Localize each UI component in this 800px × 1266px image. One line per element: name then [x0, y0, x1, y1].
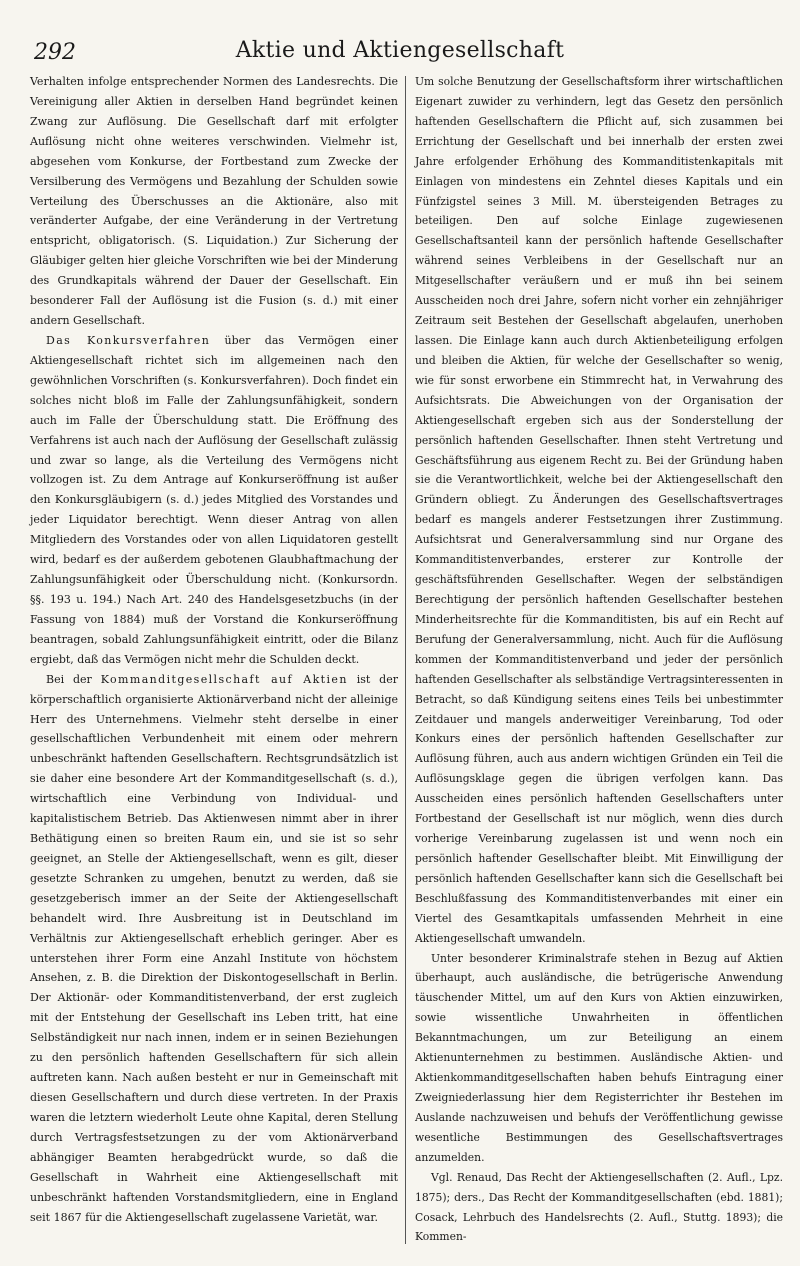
paragraph	[30, 331, 398, 670]
paragraph-text: über das Vermögen einer Aktiengesellschaft richtet sich im allgemeinen nach den gewöhnlichen Vorschriften (s. Konkursverfahren). Doch findet ein solches nicht bloß im Falle der Zahlungsunfähigkeit, sondern auch im Falle der Überschuldung statt. Die Eröffnung des Verfahrens ist auch nach der Auflösung der Gesellschaft zulässig und zwar so lange, als die Verteilung des Vermögens nicht vollzogen ist. Zu dem Antrage auf Konkurseröffnung ist außer den Konkursgläubigern (s. d.) jedes Mitglied des Vorstandes und jeder Liquidator berechtigt. Wenn dieser Antrag von allen Mitgliedern des Vorstandes oder von allen Liquidatoren gestellt wird, bedarf es der außerdem gebotenen Glaubhaftmachung der Zahlungsunfähigkeit oder Überschuldung nicht. (Konkursordn. §§. 193 u. 194.) Nach Art. 240 des Handelsgesetzbuchs (in der Fassung von 1884) muß der Vorstand die Konkurseröffnung beantragen, sobald Zahlungsunfähigkeit eintritt, oder die Bilanz ergiebt, daß das Vermögen nicht mehr die Schulden deckt.	[30, 333, 398, 666]
paragraph: Unter besonderer Kriminalstrafe stehen in Bezug auf Aktien überhaupt, auch ausländische, die betrügerische Anwendung täuschender Mittel, um auf den Kurs von Aktien einzuwirken, sowie wissentliche Unwahrheiten in öffentlichen Bekanntmachungen, um zur Beteiligung an einem Aktienunternehmen zu bestimmen. Ausländische Aktien- und Aktienkommanditgesellschaften haben behufs Eintragung einer Zweigniederlassung hier dem Registerrichter ihr Bestehen im Auslande nachzuweisen und behufs der Veröffentlichung gewisse wesentliche Bestimmungen des Gesellschaftsvertrages anzumelden.	[415, 951, 783, 1164]
page-header	[0, 0, 800, 64]
paragraph: Verhalten infolge entsprechender Normen des Landesrechts. Die Vereinigung aller Aktien in derselben Hand begründet keinen Zwang zur Auflösung. Die Gesellschaft darf mit erfolgter Auflösung nicht ohne weiteres verschwinden. Vielmehr ist, abgesehen vom Konkurse, der Fortbestand zum Zwecke der Versilberung des Vermögens und Bezahlung der Schulden sowie Verteilung des Überschusses an die Aktionäre, also mit veränderter Aufgabe, der eine Veränderung in der Vertretung entspricht, obligatorisch. (S. Liquidation.) Zur Sicherung der Gläubiger gelten hier gleiche Vorschriften wie bei der Minderung des Grundkapitals während der Dauer der Gesellschaft. Ein besonderer Fall der Auflösung ist die Fusion (s. d.) mit einer andern Gesellschaft.	[30, 75, 398, 328]
paragraph: Um solche Benutzung der Gesellschaftsform ihrer wirtschaftlichen Eigenart zuwider zu verhindern, legt das Gesetz den persönlich haftenden Gesellschaftern die Pflicht auf, sich zusammen bei Errichtung der Gesellschaft und bei innerhalb der ersten zwei Jahre erfolgender Erhöhung des Kommanditistenkapitals mit Einlagen von mindestens ein Zehntel dieses Kapitals und ein Fünfzigstel seines 3 Mill. M. übersteigenden Betrages zu beteiligen. Den auf solche Einlage zugewiesenen Gesellschaftsanteil kann der persönlich haftende Gesellschafter während seines Verbleibens in der Gesellschaft nur an Mitgesellschafter veräußern und er muß ihn bei seinem Ausscheiden noch drei Jahre, sofern nicht vorher ein zehnjähriger Zeitraum seit Bestehen der Gesellschaft abgelaufen, unerhoben lassen. Die Einlage kann auch durch Aktienbeteiligung erfolgen und bleiben die Aktien, für welche der Gesellschafter so wenig, wie für sonst erworbene ein Stimmrecht hat, in Verwahrung des Aufsichtsrats. Die Abweichungen von der Organisation der Aktiengesellschaft ergeben sich aus der Sonderstellung der persönlich haftenden Gesellschafter. Ihnen steht Vertretung und Geschäftsführung aus eigenem Recht zu. Bei der Gründung haben sie die Verantwortlichkeit, welche bei der Aktiengesellschaft den Gründern obliegt. Zu Änderungen des Gesellschaftsvertrages bedarf es mangels anderer Festsetzungen ihrer Zustimmung. Aufsichtsrat und Generalversammlung sind nur Organe des Kommanditistenverbandes, ersterer zur Kontrolle der geschäftsführenden Gesellschafter. Wegen der selbständigen Berechtigung der persönlich haftenden Gesellschafter bestehen Minderheitsrechte für die Kommanditisten, bis auf ein Recht auf Berufung der Generalversammlung, nicht. Auch für die Auflösung kommen der Kommanditistenverband und jeder der persönlich haftenden Gesellschafter als selbständige Vertragsinteressenten in Betracht, so daß Kündigung seitens eines Teils bei unbestimmter Zeitdauer und mangels anderweitiger Vereinbarung, Tod oder Konkurs eines der persönlich haftenden Gesellschafter zur Auflösung führen, auch aus andern wichtigen Gründen ein Teil die Auflösungsklage gegen die übrigen verfolgen kann. Das Ausscheiden eines persönlich haftenden Gesellschafters unter Fortbestand der Gesellschaft ist nur möglich, wenn dies durch vorherige Vereinbarung zugelassen ist und wenn noch ein persönlich haftender Gesellschafter bleibt. Mit Einwilligung der persönlich haftenden Gesellschafter kann sich die Gesellschaft bei Beschlußfassung des Kommanditistenverbandes mit einer ein Viertel des Gesamtkapitals umfassenden Mehrheit in eine Aktiengesellschaft umwandeln.	[415, 75, 783, 945]
column-divider	[405, 76, 406, 1244]
emphasized-term: Das Konkursverfahren	[46, 333, 211, 347]
right-column	[415, 72, 783, 1247]
running-head: Aktie und Aktiengesellschaft	[235, 38, 565, 63]
bibliography-paragraph: Vgl. Renaud, Das Recht der Aktiengesellschaften (2. Aufl., Lpz. 1875); ders., Das Recht der Kommanditgesellschaften (ebd. 1881); Cosack, Lehrbuch des Handelsrechts (2. Aufl., Stuttg. 1893); die Kommen-	[415, 1170, 783, 1244]
paragraph-text: Bei der	[46, 672, 101, 686]
paragraph	[30, 670, 398, 1228]
paragraph-text: ist der körperschaftlich organisierte Aktionärverband nicht der alleinige Herr des Unternehmens. Vielmehr steht derselbe in einer gesellschaftlichen Verbundenheit mit einem oder mehrern unbeschränkt haftenden Gesellschaftern. Rechtsgrundsätzlich ist sie daher eine besondere Art der Kommanditgesellschaft (s. d.), wirtschaftlich eine Verbindung von Individual- und kapitalistischem Betrieb. Das Aktienwesen nimmt aber in ihrer Bethätigung einen so breiten Raum ein, und sie ist so sehr geeignet, an Stelle der Aktiengesellschaft, wenn es gilt, dieser gesetzte Schranken zu umgehen, benutzt zu werden, daß sie gesetzgeberisch immer an der Seite der Aktiengesellschaft behandelt wird. Ihre Ausbreitung ist in Deutschland im Verhältnis zur Aktiengesellschaft erheblich geringer. Aber es unterstehen ihrer Form eine Anzahl Institute von höchstem Ansehen, z. B. die Direktion der Diskontogesellschaft in Berlin. Der Aktionär- oder Kommanditistenverband, der erst zugleich mit der Entstehung der Gesellschaft ins Leben tritt, hat eine Selbständigkeit nur nach innen, indem er in seinen Beziehungen zu den persönlich haftenden Gesellschaftern für sich allein auftreten kann. Nach außen besteht er nur in Gemeinschaft mit diesen Gesellschaftern und durch diese vertreten. In der Praxis waren die letztern wiederholt Leute ohne Kapital, deren Stellung durch Vertragsfestsetzungen zu der vom Aktionärverband abhängiger Beamten herabgedrückt wurde, so daß die Gesellschaft in Wahrheit eine Aktiengesellschaft mit unbeschränkt haftenden Vorstandsmitgliedern, eine in England seit 1867 für die Aktiengesellschaft zugelassene Varietät, war.	[30, 672, 398, 1224]
left-column	[30, 72, 398, 1227]
emphasized-term: Kommanditgesellschaft auf Aktien	[100, 672, 348, 686]
page-number: 292	[34, 40, 76, 65]
